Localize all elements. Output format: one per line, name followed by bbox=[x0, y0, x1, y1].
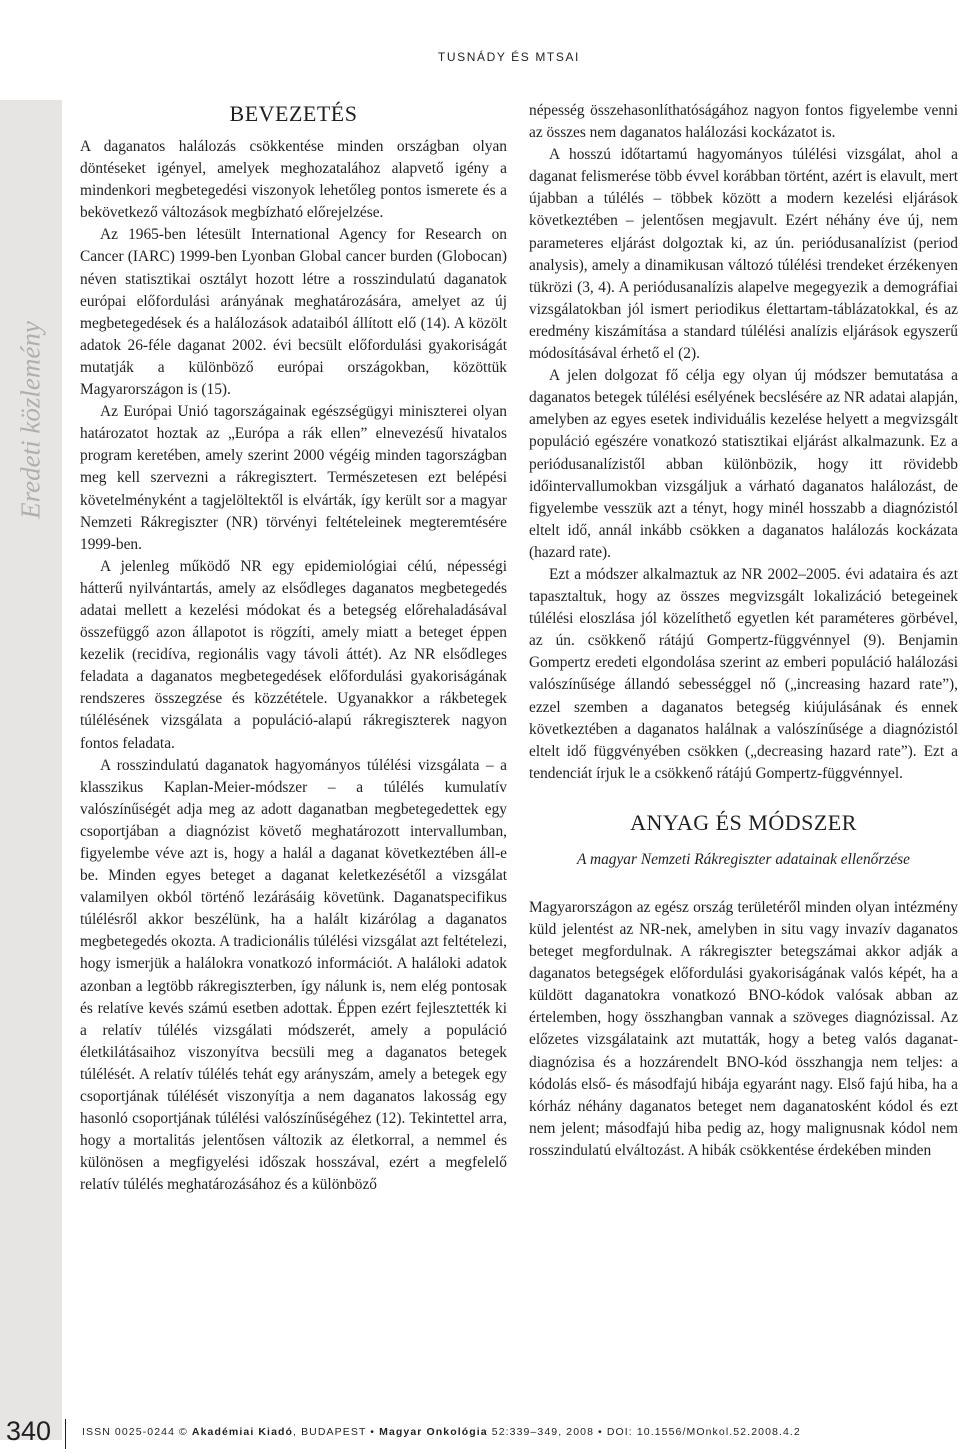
footer-publisher: Akadémiai Kiadó bbox=[191, 1426, 294, 1438]
left-column bbox=[80, 100, 507, 1197]
section-title-methods: ANYAG ÉS MÓDSZER bbox=[630, 809, 857, 835]
footer-journal: Magyar Onkológia bbox=[379, 1426, 488, 1438]
paragraph: A jelen dolgozat fő célja egy olyan új módszer bemutatása a daganatos betegek túlélési esélyének becslésére az NR adatai alapján, amelyben az egyes esetek individuális kezelése helyett a megvizsgált populáció egészére vonatkozó statisztikai eljárást alkalmazunk. Ez a periódusanalízistől abban különbözik, hogy itt rövidebb időintervallumokban vizsgáljuk a várható daganatos halálozást, de figyelembe vesszük azt a tényt, hogy minél hosszabb a diagnózistól eltelt idő, annál inkább csökken a daganatos halálozás kockázata (hazard rate). bbox=[529, 367, 958, 561]
running-header: TUSNÁDY ÉS MTSAI bbox=[437, 50, 580, 64]
footer-city: , BUDAPEST • bbox=[293, 1426, 380, 1438]
footer bbox=[0, 1413, 960, 1453]
paragraph: Az 1965-ben létesült International Agency for Research on Cancer (IARC) 1999-ben Lyonban Global cancer burden (Globocan) néven statisztikai osztályt hozott létre a rosszindulatú daganatok európai előfordulási arányának meghatározására, amelyet az új megbetegedések és a halálozások adataiból állított elő (14). A közölt adatok 26-féle daganat 2002. évi becsült előfordulási gyakoriságát mutatják a különböző európai országokban, közöttük Magyarországon is (15). bbox=[80, 226, 507, 399]
paragraph: Az Európai Unió tagországainak egészségügyi miniszterei olyan határozatot hoztak az „Európa a rák ellen” elnevezésű hivatalos program keretében, amely szerint 2000 végéig minden tagországban meg kell szervezni a rákregisztert. Természetesen ezt belépési követelményként a tagjelöltektől is elvárták, így került sor a magyar Nemzeti Rákregiszter (NR) törvényi feltételeinek megteremtésére 1999-ben. bbox=[80, 403, 507, 553]
side-tab-label: Eredeti közlemény bbox=[15, 321, 46, 519]
paragraph: A rosszindulatú daganatok hagyományos túlélési vizsgálata – a klasszikus Kaplan-Meier-módszer – a túlélés kumulatív valószínűségét adja meg az adott daganatban megbetegedettek egy csoportjában a diagnózist követő meghatározott intervallumban, figyelembe véve azt is, hogy a halál a daganat következtében áll-e be. Minden egyes beteget a daganat keletkezésétől a vizsgálat valamilyen okból történő lezárásáig követünk. Daganatspecifikus túlélésről akkor beszélünk, ha a halált kizárólag a daganatos megbetegedés okozta. A tradicionális túlélési vizsgálat azt feltételezi, hogy ismerjük a halálokra vonatkozó információt. A haláloki adatok azonban a legtöbb rákregiszterben, így nálunk is, nem elég pontosak és relatíve kevés számú esetben adottak. Éppen ezért fejlesztették ki a relatív túlélés vizsgálati módszerét, amely a populáció életkilátásaihoz viszonyítva becsüli meg a daganatos betegek túlélését. A relatív túlélés tehát egy arányszám, amely a betegek egy csoportjának túlélését viszonyítja a nem daganatos lakosság egy hasonló csoportjának túlélési valószínűségéhez (12). Tekintettel arra, hogy a mortalitás jelentősen változik az életkorral, a nemmel és különösen a megfigyelési időszak hosszával, ezért a megfelelő relatív túlélés meghatározásához és a különböző bbox=[80, 756, 507, 1194]
footer-reference: 52:339–349, 2008 • DOI: 10.1556/MOnkol.52.2008.4.2 bbox=[487, 1426, 801, 1438]
paragraph: A daganatos halálozás csökkentése minden országban olyan döntéseket igényel, amelyek meghozatalához alapvető igény a mindenkori megbetegedési viszonyok lehetőleg pontos ismerete és a bekövetkező változások megbízható előrejelzése. bbox=[80, 138, 507, 222]
section-title-introduction: BEVEZETÉS bbox=[229, 101, 358, 126]
right-column bbox=[529, 100, 958, 1162]
paragraph: A jelenleg működő NR egy epidemiológiai célú, népességi hátterű nyilvántartás, amely az elsődleges daganatos megbetegedés adatai mellett a kezelési módokat és a betegség előrehaladásával összefüggő azon állapotot is rögzíti, amely miatt a beteget éppen kezelik (recidíva, regionális vagy távoli áttét). Az NR elsődleges feladata a daganatos megbetegedések előfordulási gyakoriságának rendszeres összegzése és közzététele. Ugyanakkor a rákbetegek túlélésének vizsgálata a populáció-alapú rákregiszterek nagyon fontos feladata. bbox=[80, 557, 507, 752]
paragraph: népesség összehasonlíthatóságához nagyon fontos figyelembe venni az összes nem daganatos halálozási kockázatot is. bbox=[529, 102, 958, 142]
paragraph: Ezt a módszer alkalmaztuk az NR 2002–2005. évi adataira és azt tapasztaltuk, hogy az összes megvizsgált lokalizáció betegeinek túlélési eloszlása jól közelíthető egyetlen két paraméteres görbével, az ún. csökkenő rátájú Gompertz-függvénnyel (9). Benjamin Gompertz eredeti elgondolása szerint az emberi populáció halálozási valószínűsége állandó sebességgel nő („increasing hazard rate”), ezzel szemben a daganatos betegség kiújulásának és ennek következtében a daganatos halálnak a valószínűsége a diagnózistól eltelt idő függvényében csökken („decreasing hazard rate”). Ezt a tendenciát írjuk le a csökkenő rátájú Gompertz-függvénnyel. bbox=[529, 565, 958, 782]
subheading: A magyar Nemzeti Rákregiszter adatainak ellenőrzése bbox=[577, 850, 910, 868]
side-tab bbox=[0, 100, 62, 1440]
footer-citation bbox=[82, 1426, 801, 1438]
footer-divider bbox=[65, 1419, 66, 1449]
page-number: 340 bbox=[6, 1416, 52, 1446]
footer-issn: ISSN 0025-0244 © bbox=[82, 1426, 192, 1438]
paragraph: Magyarországon az egész ország területéről minden olyan intézmény küld jelentést az NR-nek, amelyben in situ vagy invazív daganatos beteget megfordulnak. A rákregiszter betegszámai akkor adják a daganatos betegségek előfordulási gyakoriságának valós képét, ha a küldött daganatokra vonatkozó BNO-kódok valósak abban az értelemben, hogy összhangban vannak a szöveges diagnózissal. Az előzetes vizsgálataink azt mutatták, hogy a beteg valós daganat-diagnózisa és a hozzárendelt BNO-kód összhangja nem teljes: a kódolás első- és másodfajú hibája egyaránt nagy. Első fajú hiba, ha a kórház néhány daganatos beteget nem daganatosként kódol és ezt nem jelent; másodfajú hiba pedig az, hogy malignusnak kódol nem rosszindulatú elváltozást. A hibák csökkentése érdekében minden bbox=[529, 898, 958, 1159]
paragraph: A hosszú időtartamú hagyományos túlélési vizsgálat, ahol a daganat felismerése több évvel korábban történt, azért is elavult, mert újabban a túlélés – többek között a modern kezelési eljárások következtében – jelentősen megjavult. Ezért néhány éve új, nem parameteres eljárást dolgoztak ki, az ún. periódusanalízist (period analysis), amely a dinamikusan változó túlélési trendeket érzékenyen tükrözi (3, 4). A periódusanalízis alapelve megegyezik a demográfiai vizsgálatokban jól ismert periodikus élettartam-táblázatokkal, és az eredmény kiszámítása a standard túlélési analízis eljárások egyszerű módosításával érhető el (2). bbox=[529, 146, 958, 363]
